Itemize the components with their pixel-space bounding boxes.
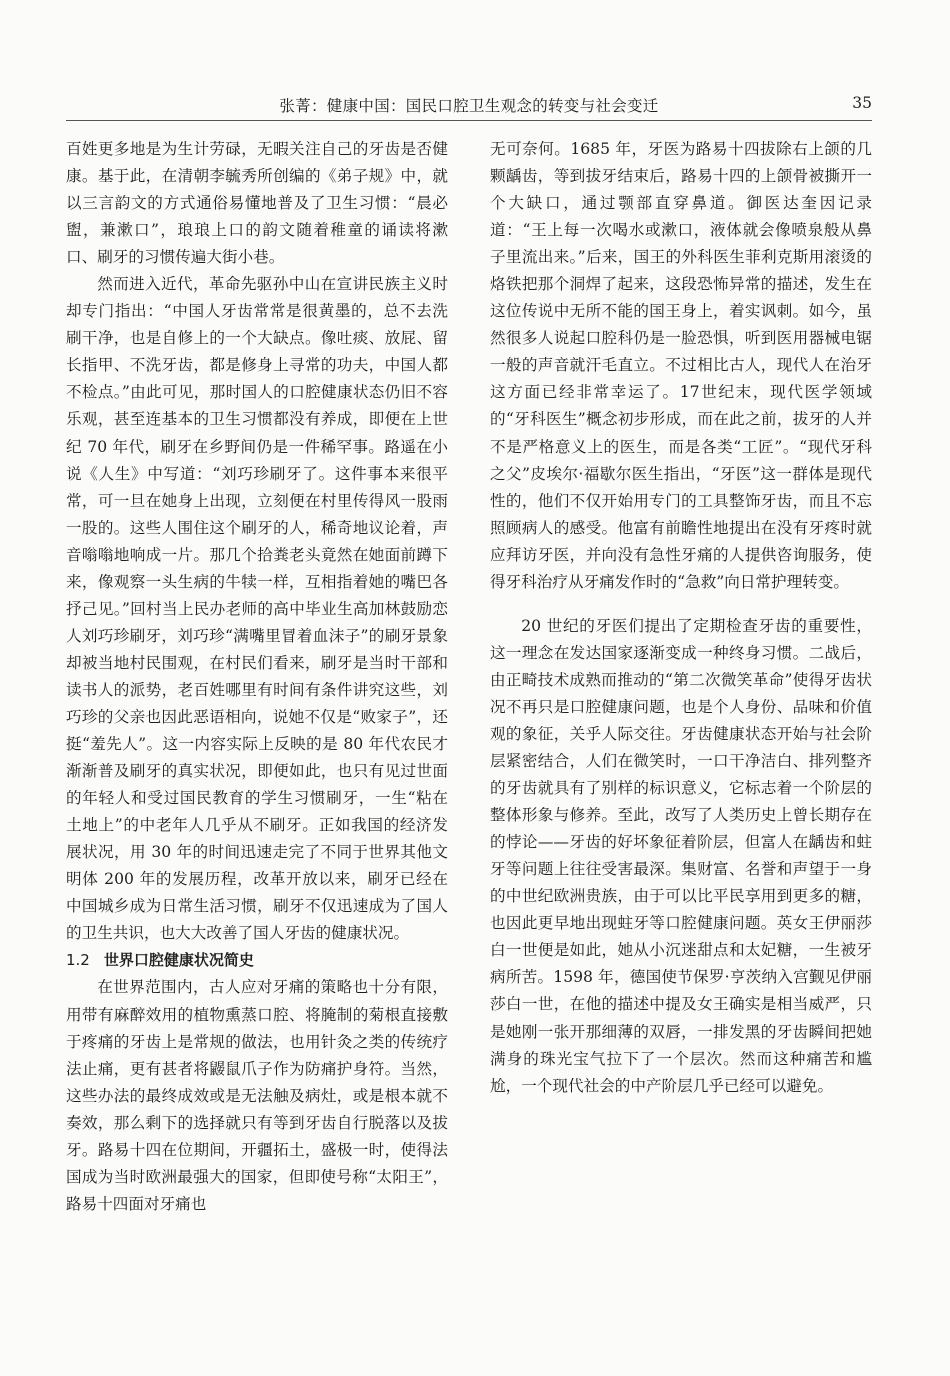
paragraph: 然而进入近代，革命先驱孙中山在宣讲民族主义时却专门指出：“中国人牙齿常常是很黄墨的，总不去洗刷干净，也是自修上的一个大缺点。像吐痰、放屁、留长指甲、不洗牙齿，都是修身上寻常的功夫，中国人都不检点。”由此可见，那时国人的口腔健康状态仍旧不容乐观，甚至连基本的卫生习惯都没有养成，即便在上世纪 70 年代，刷牙在乡野间仍是一件稀罕事。路遥在小说《人生》中写道：“刘巧珍刷牙了。这件事本来很平常，可一旦在她身上出现，立刻便在村里传得风一股雨一股的。这些人围住这个刷牙的人，稀奇地议论着，声音嗡嗡地响成一片。那几个拾粪老头竟然在她面前蹲下来，像观察一头生病的牛犊一样，互相指着她的嘴巴各抒己见。”回村当上民办老师的高中毕业生高加林鼓励恋人刘巧珍刷牙，刘巧珍“满嘴里冒着血沫子”的刷牙景象却被当地村民围观，在村民们看来，刷牙是当时干部和读书人的派势，老百姓哪里有时间有条件讲究这些，刘巧珍的父亲也因此恶语相向，说她不仅是“败家子”，还挺“羞先人”。这一内容实际上反映的是 80 年代农民才渐渐普及刷牙的真实状况，即便如此，也只有见过世面的年轻人和受过国民教育的学生习惯刷牙，一生“粘在土地上”的中老年人几乎从不刷牙。正如我国的经济发展状况，用 30 年的时间迅速走完了不同于世界其他文明体 200 年的发展历程，改革开放以来，刷牙已经在中国城乡成为日常生活习惯，刷牙不仅迅速成为了国人的卫生共识，也大大改善了国人牙齿的健康状况。 — [66, 275, 448, 943]
running-header — [66, 90, 872, 121]
left-column — [66, 136, 448, 1218]
section-number: 1.2 — [66, 951, 90, 970]
paragraph-continued: 百姓更多地是为生计劳碌，无暇关注自己的牙齿是否健康。基于此，在清朝李毓秀所创编的《弟子规》中，就以三言韵文的方式通俗易懂地普及了卫生习惯：“晨必盥，兼漱口”，琅琅上口的韵文随着稚童的诵读将漱口、刷牙的习惯传遍大街小巷。 — [66, 140, 448, 267]
paragraph: 20 世纪的牙医们提出了定期检查牙齿的重要性，这一理念在发达国家逐渐变成一种终身习惯。二战后，由正畸技术成熟而推动的“第二次微笑革命”使得牙齿状况不再只是口腔健康问题，也是个人身份、品味和价值观的象征，关乎人际交往。牙齿健康状态开始与社会阶层紧密结合，人们在微笑时，一口干净洁白、排列整齐的牙齿就具有了别样的标识意义，它标志着一个阶层的整体形象与修养。至此，改写了人类历史上曾长期存在的悖论——牙齿的好坏象征着阶层，但富人在龋齿和蛀牙等问题上往往受害最深。集财富、名誉和声望于一身的中世纪欧洲贵族，由于可以比平民享用到更多的糖，也因此更早地出现蛀牙等口腔健康问题。英女王伊丽莎白一世便是如此，她从小沉迷甜点和太妃糖，一生被牙病所苦。1598 年，德国使节保罗·亨茨纳入宫觐见伊丽莎白一世，在他的描述中提及女王确实是相当威严，只是她刚一张开那细薄的双唇，一排发黑的牙齿瞬间把她满身的珠光宝气拉下了一个层次。然而这种痛苦和尴尬，一个现代社会的中产阶层几乎已经可以避免。 — [490, 616, 872, 1095]
paragraph-continued: 无可奈何。1685 年，牙医为路易十四拔除右上颌的几颗龋齿，等到拔牙结束后，路易十四的上颌骨被撕开一个大缺口，通过颚部直穿鼻道。御医达奎因记录道：“王上每一次喝水或漱口，液体就会像喷泉般从鼻子里流出来。”后来，国王的外科医生菲利克斯用滚烫的烙铁把那个洞焊了起来，这段恐怖异常的描述，发生在这位传说中无所不能的国王身上，着实讽刺。如今，虽然很多人说起口腔科仍是一脸恐惧，听到医用器械电锯一般的声音就汗毛直立。不过相比古人，现代人在治牙这方面已经非常幸运了。17世纪末，现代医学领域的“牙科医生”概念初步形成，而在此之前，拔牙的人并不是严格意义上的医生，而是各类“工匠”。“现代牙科之父”皮埃尔·福歇尔医生指出，“牙医”这一群体是现代性的，他们不仅开始用专门的工具整饰牙齿，而且不忘照顾病人的感受。他富有前瞻性地提出在没有牙疼时就应拜访牙医，并向没有急性牙痛的人提供咨询服务，使得牙科治疗从牙痛发作时的“急救”向日常护理转变。 — [490, 140, 872, 591]
section-title: 世界口腔健康状况简史 — [103, 951, 254, 970]
right-column — [490, 136, 872, 1100]
paragraph: 在世界范围内，古人应对牙痛的策略也十分有限，用带有麻醉效用的植物熏蒸口腔、将腌制的菊根直接敷于疼痛的牙齿上是常规的做法，也用针灸之类的传统疗法止痛，更有甚者将鼹鼠爪子作为防痛护身符。当然，这些办法的最终成效或是无法触及病灶，或是根本就不奏效，那么剩下的选择就只有等到牙齿自行脱落以及拔牙。路易十四在位期间，开疆拓土，盛极一时，使得法国成为当时欧洲最强大的国家，但即使号称“太阳王”，路易十四面对牙痛也 — [66, 978, 448, 1213]
section-heading — [66, 947, 448, 974]
header-title: 张菁：健康中国：国民口腔卫生观念的转变与社会变迁 — [279, 97, 659, 115]
page-number: 35 — [852, 94, 872, 112]
